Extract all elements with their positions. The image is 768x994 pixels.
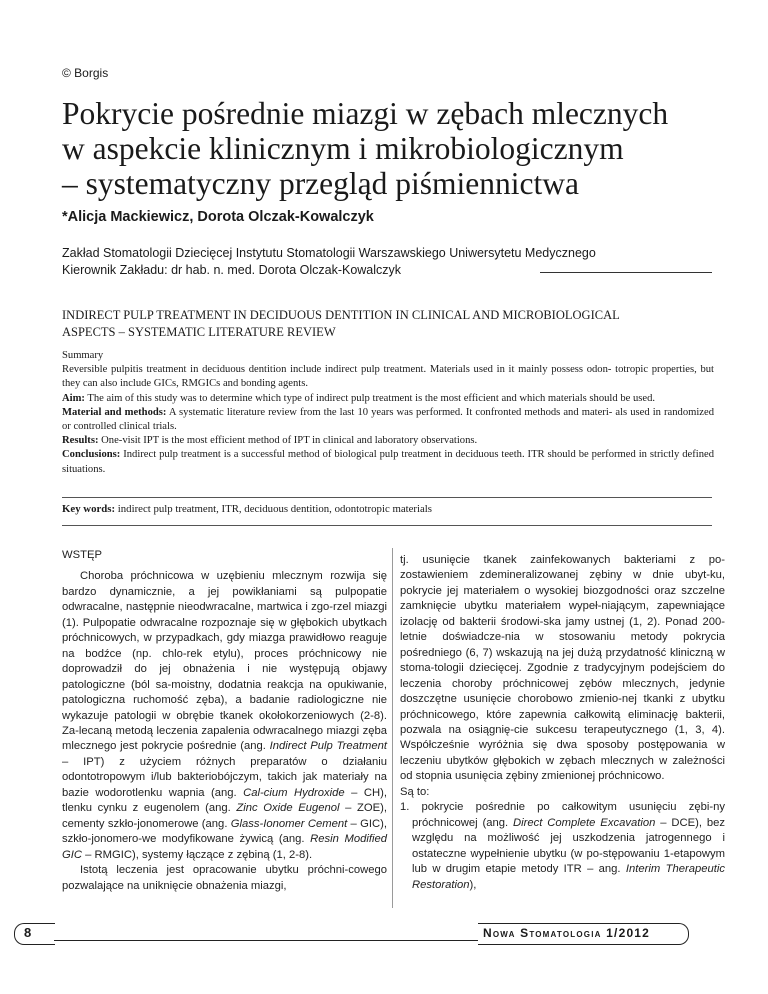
list-intro: Są to: [400,785,430,798]
footer-divider [54,940,478,941]
english-title [62,307,722,341]
affiliation-line: Zakład Stomatologii Dziecięcej Instytutu Stomatologii Warszawskiego Uniwersytetu Medycznego [62,246,596,260]
journal-name: Nowa Stomatologia 1/2012 [483,926,651,940]
column-divider [392,548,393,908]
keywords [62,503,432,515]
keywords-text: indirect pulp treatment, ITR, deciduous dentition, odontotropic materials [115,503,433,515]
english-title-line: ASPECTS – SYSTEMATIC LITERATURE REVIEW [62,325,336,339]
summary-conclusions: Conclusions: Indirect pulp treatment is a successful method of biological pulp treatment in deciduous teeth. ITR should be performed in strictly defined situations. [62,449,714,475]
aim-label: Aim: [62,392,85,404]
authors: *Alicja Mackiewicz, Dorota Olczak-Kowalczyk [62,209,374,225]
title-line: Pokrycie pośrednie miazgi w zębach mlecznych [62,96,669,131]
affiliation-line: Kierownik Zakładu: dr hab. n. med. Dorota Olczak-Kowalczyk [62,263,402,277]
summary-aim: Aim: The aim of this study was to determine which type of indirect pulp treatment is the most efficient and which materials should be used. [62,392,656,404]
keywords-top-divider [62,497,712,498]
affiliation [62,245,722,279]
summary-results: Results: One-visit IPT is the most efficient method of IPT in clinical and laboratory observations. [62,435,478,447]
page-number-box [14,923,55,945]
english-title-line: INDIRECT PULP TREATMENT IN DECIDUOUS DENTITION IN CLINICAL AND MICROBIOLOGICAL [62,308,620,322]
page-number: 8 [24,925,32,940]
publisher-label: © Borgis [62,66,109,80]
section-heading: WSTĘP [62,549,103,561]
summary-methods: Material and methods: A systematic literature review from the last 10 years was performed. It confronted methods and materi- als used in randomized or controlled clinical trials. [62,406,715,433]
paragraph: Istotą leczenia jest opracowanie ubytku próchni-cowego pozwalające na uniknięcie obnażenia miazgi, [62,864,387,892]
list-item: 1. pokrycie pośrednie po całkowitym usunięciu zębi-ny próchnicowej (ang. Direct Complete Excavation – DCE), bez względu na możliwość jej uszkodzenia jatrogennego i ostateczne wypełnienie ubytku (w po-stępowaniu 1-etapowym lub w drugim etapie metody ITR – ang. Interim Therapeutic Restoration), [400,801,725,891]
title-line: w aspekcie klinicznym i mikrobiologicznym [62,131,624,166]
summary [62,349,714,477]
title-line: – systematyczny przegląd piśmiennictwa [62,166,579,201]
body-column-right [400,548,725,893]
conclusions-label: Conclusions: [62,449,121,461]
affiliation-divider [540,272,712,273]
article-title [62,96,722,201]
keywords-bottom-divider [62,525,712,526]
results-label: Results: [62,435,99,447]
paragraph: tj. usunięcie tkanek zainfekowanych bakteriami z po-zostawieniem zdemineralizowanej zębiny w dnie ubyt-ku, pokrycie jej materiałem o wysokiej biozgodności oraz szczelne zamknięcie ubytku materiałem wypeł-niającym, zapewniające izolację od bakterii środowi-ska jamy ustnej (1, 2). Ponad 200-letnie doświadcze-nia w stosowaniu metody pokrycia pośredniego (6, 7) wskazują na jej dużą przydatność kliniczną w stoma-tologii dziecięcej. Zgodnie z tradycyjnym podejściem do leczenia choroby próchnicowej zębów mlecznych, jedynie doszczętne usunięcie chorobowo zmienio-nej tkanki z ubytku próchnicowego, które zapewnia całkowitą eliminację bakterii, pozwala na osiągnię-cie sukcesu terapeutycznego (1, 3, 4). Współcześnie wyróżnia się dwa sposoby postępowania w leczeniu ubytków głębokich w zębach mlecznych w zależności od stopnia usunięcia zębiny zmienionej próchnicowo. [400,554,725,783]
summary-intro: Reversible pulpitis treatment in deciduous dentition include indirect pulp treatment. Materials used in it mainly possess odon- totropic properties, but they can also include GICs, RMGICs and bonding agents. [62,364,714,390]
paragraph: Choroba próchnicowa w uzębieniu mlecznym rozwija się bardzo dynamicznie, a jej powikłaniami są pulpopatie odwracalne, następnie nieodwracalne, martwica i zgo-rzel miazgi (1). Pulpopatie odwracalne rozpoznaje się w głębokich ubytkach próchnicowych, w przypadkach, gdy miazga prawidłowo reaguje na bodźce (np. chlo-rek etylu), proces próchnicowy nie doprowadził do jej obnażenia i nie występują objawy patologiczne (ból sa-moistny, dodatnia reakcja na opukiwanie, patologiczna ruchomość zęba), a badanie radiologiczne nie wykazuje patologii w obrębie tkanek okołokorzeniowych (2-8). Za-lecaną metodą leczenia zapalenia odwracalnego miazgi zęba mlecznego jest pokrycie pośrednie (ang. Indirect Pulp Treatment – IPT) z użyciem różnych preparatów o działaniu odontotropowym i/lub bakteriobójczym, takich jak materiały na bazie wodorotlenku wapnia (ang. Cal-cium Hydroxide – CH), tlenku cynku z eugenolem (ang. Zinc Oxide Eugenol – ZOE), cementy szkło-jonomerowe (ang. Glass-Ionomer Cement – GIC), szkło-jonomero-we modyfikowane żywicą (ang. Resin Modified GIC – RMGIC), systemy łączące z zębiną (1, 2-8). [62,570,388,861]
body-column-left [62,548,387,894]
summary-heading: Summary [62,350,104,361]
keywords-label: Key words: [62,503,116,515]
methods-label: Material and methods: [62,406,167,418]
